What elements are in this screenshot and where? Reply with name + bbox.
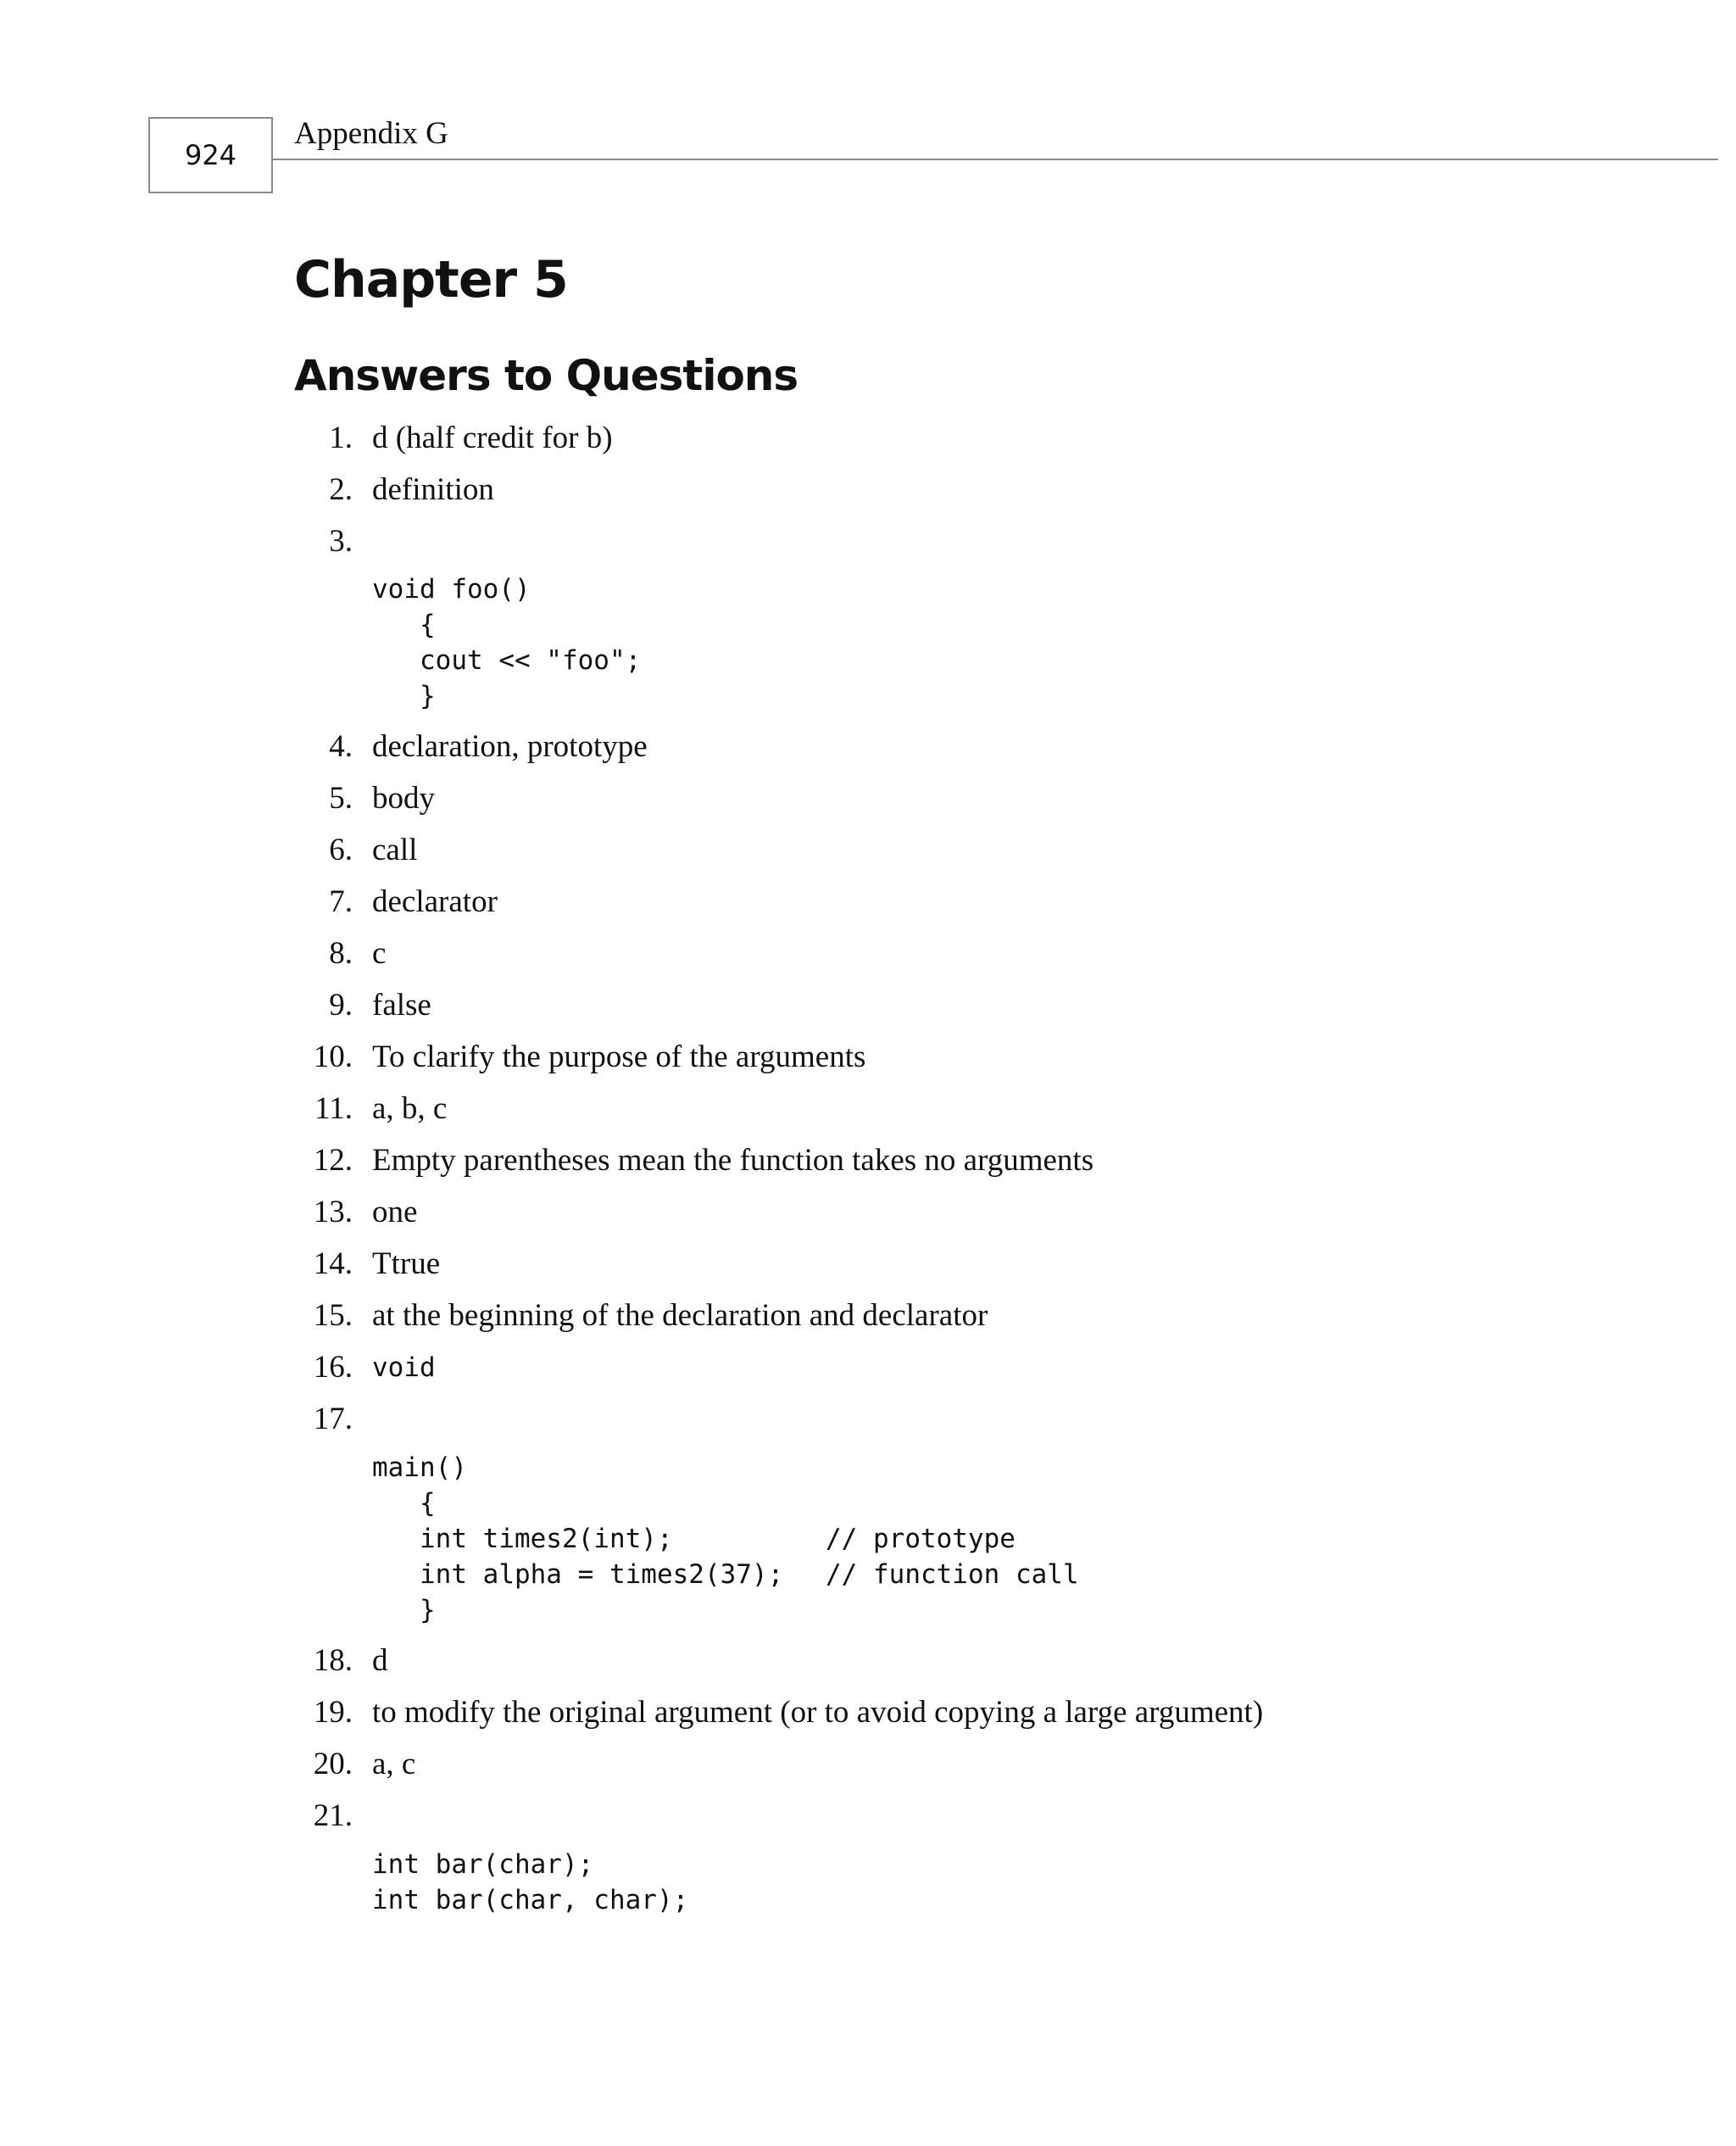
answer-text: d <box>372 1643 388 1678</box>
code-line: { <box>420 1488 436 1519</box>
answer-number: 16. <box>313 1350 353 1385</box>
answer-text: body <box>372 781 435 816</box>
answer-text: a, b, c <box>372 1091 448 1126</box>
answer-number: 2. <box>329 472 353 507</box>
answer-item <box>0 521 1441 563</box>
answer-number: 6. <box>329 833 353 867</box>
code-line: void foo() <box>372 574 531 605</box>
page-number: 924 <box>148 117 273 193</box>
code-line: } <box>420 681 436 711</box>
answer-item <box>0 984 1441 1027</box>
answer-item <box>0 1692 1441 1734</box>
code-line: } <box>420 1595 436 1625</box>
answer-text: definition <box>372 472 494 507</box>
answer-item <box>0 1640 1441 1682</box>
code-line <box>372 1557 1079 1592</box>
code-line: int bar(char); <box>372 1849 594 1880</box>
answer-item <box>0 1398 1441 1441</box>
code-block-q17 <box>372 1450 1079 1628</box>
code-line: int bar(char, char); <box>372 1885 689 1915</box>
code-block-q21 <box>372 1847 688 1918</box>
answer-text: a, c <box>372 1747 416 1781</box>
answer-number: 10. <box>313 1040 353 1074</box>
code-comment: // function call <box>826 1559 1079 1590</box>
chapter-title: Chapter 5 <box>294 250 568 309</box>
answer-text: one <box>372 1195 418 1229</box>
answer-number: 8. <box>329 936 353 971</box>
code-comment: // prototype <box>826 1524 1015 1554</box>
answer-item <box>0 1191 1441 1234</box>
answer-text: declarator <box>372 884 498 919</box>
answer-item <box>0 778 1441 820</box>
answer-item <box>0 1795 1441 1837</box>
answer-text: call <box>372 833 418 867</box>
answer-item <box>0 1140 1441 1182</box>
answer-item <box>0 1036 1441 1079</box>
answer-number: 18. <box>313 1643 353 1678</box>
code-block-q3 <box>372 571 641 714</box>
answer-item <box>0 881 1441 923</box>
answer-number: 12. <box>313 1143 353 1178</box>
answer-number: 1. <box>329 421 353 455</box>
section-title: Answers to Questions <box>294 351 798 400</box>
header-rule <box>273 159 1718 160</box>
answer-item <box>0 1743 1441 1786</box>
answer-number: 4. <box>329 729 353 764</box>
answer-number: 20. <box>313 1747 353 1781</box>
answer-number: 9. <box>329 988 353 1023</box>
answer-text: declaration, prototype <box>372 729 648 764</box>
code-text: int alpha = times2(37); <box>420 1559 784 1590</box>
answer-item <box>0 417 1441 460</box>
answer-item <box>0 1346 1441 1389</box>
answer-number: 19. <box>313 1695 353 1730</box>
running-head: Appendix G <box>294 116 448 151</box>
answer-text: Empty parentheses mean the function takes no arguments <box>372 1143 1094 1178</box>
code-line <box>372 1521 1015 1557</box>
answer-number: 11. <box>314 1091 353 1126</box>
answer-number: 7. <box>329 884 353 919</box>
answer-text: at the beginning of the declaration and declarator <box>372 1298 988 1333</box>
answer-item <box>0 1088 1441 1130</box>
answer-item <box>0 1295 1441 1337</box>
answer-number: 14. <box>313 1246 353 1281</box>
answer-text: false <box>372 988 431 1023</box>
code-line: cout << "foo"; <box>420 645 642 676</box>
answer-number: 5. <box>329 781 353 816</box>
answer-item <box>0 469 1441 511</box>
answer-number: 13. <box>313 1195 353 1229</box>
answer-number: 21. <box>313 1798 353 1833</box>
code-line: { <box>420 610 436 640</box>
answer-item <box>0 933 1441 975</box>
answer-item <box>0 1243 1441 1285</box>
answer-text: c <box>372 936 387 971</box>
answer-text: Ttrue <box>372 1246 441 1281</box>
answer-number: 17. <box>313 1402 353 1436</box>
answer-text: To clarify the purpose of the arguments <box>372 1040 866 1074</box>
code-line: main() <box>372 1452 467 1483</box>
code-text: int times2(int); <box>420 1524 673 1554</box>
answer-number: 15. <box>313 1298 353 1333</box>
answer-item <box>0 726 1441 768</box>
answer-item <box>0 829 1441 872</box>
answer-text: to modify the original argument (or to avoid copying a large argument) <box>372 1695 1264 1730</box>
answer-text: d (half credit for b) <box>372 421 613 455</box>
answer-text: void <box>372 1352 436 1383</box>
answer-number: 3. <box>329 524 353 559</box>
